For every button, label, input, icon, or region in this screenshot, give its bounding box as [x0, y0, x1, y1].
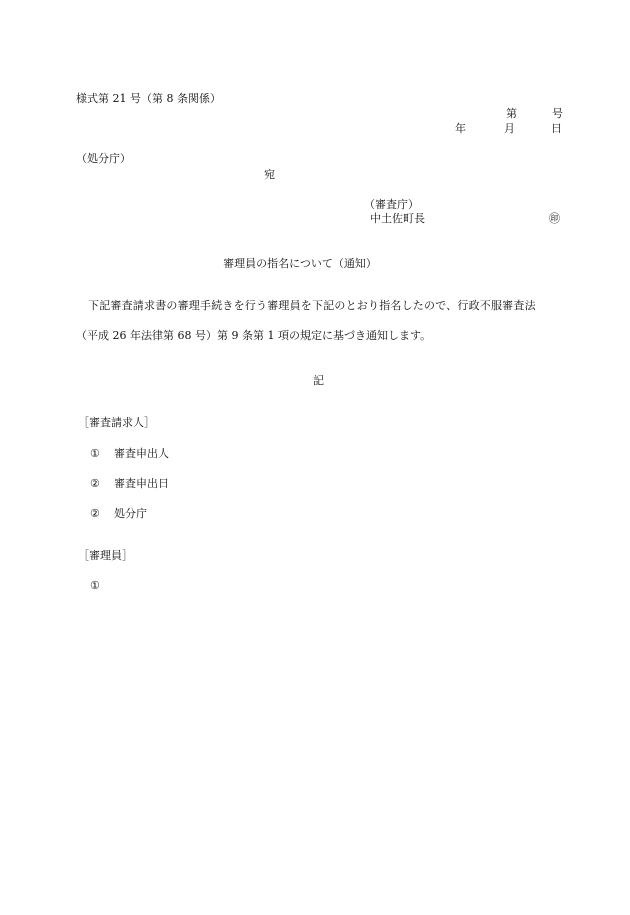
seal-mark: ㊞: [549, 212, 560, 225]
addressee-agency-label: （処分庁）: [76, 152, 131, 165]
doc-number-suffix: 号: [552, 107, 563, 120]
request-item-1-label: 審査申出人: [114, 447, 169, 460]
addressee-honorific: 宛: [264, 168, 275, 181]
section-examiner-heading: ［審理員］: [78, 549, 133, 562]
sender-agency-label: （審査庁）: [364, 198, 419, 211]
form-number: 様式第 21 号（第 8 条関係）: [76, 92, 221, 105]
sender-name: 中土佐町長: [370, 212, 425, 225]
request-item-2-mark: ②: [90, 477, 100, 490]
request-item-1-mark: ①: [90, 447, 100, 460]
request-item-3-mark: ②: [90, 507, 100, 520]
date-year: 年: [455, 122, 466, 135]
doc-number-prefix: 第: [506, 107, 517, 120]
body-line-2: （平成 26 年法律第 68 号）第 9 条第 1 項の規定に基づき通知します。: [76, 329, 432, 342]
request-item-2-label: 審査申出日: [114, 477, 169, 490]
section-request-heading: ［審査請求人］: [78, 416, 155, 429]
date-day: 日: [551, 122, 562, 135]
examiner-item-1-mark: ①: [90, 579, 100, 592]
date-month: 月: [504, 122, 515, 135]
document-title: 審理員の指名について（通知）: [223, 257, 377, 270]
ki-mark: 記: [313, 374, 324, 387]
request-item-3-label: 処分庁: [114, 507, 147, 520]
body-line-1: 下記審査請求書の審理手続きを行う審理員を下記のとおり指名したので、行政不服審査法: [88, 299, 536, 312]
